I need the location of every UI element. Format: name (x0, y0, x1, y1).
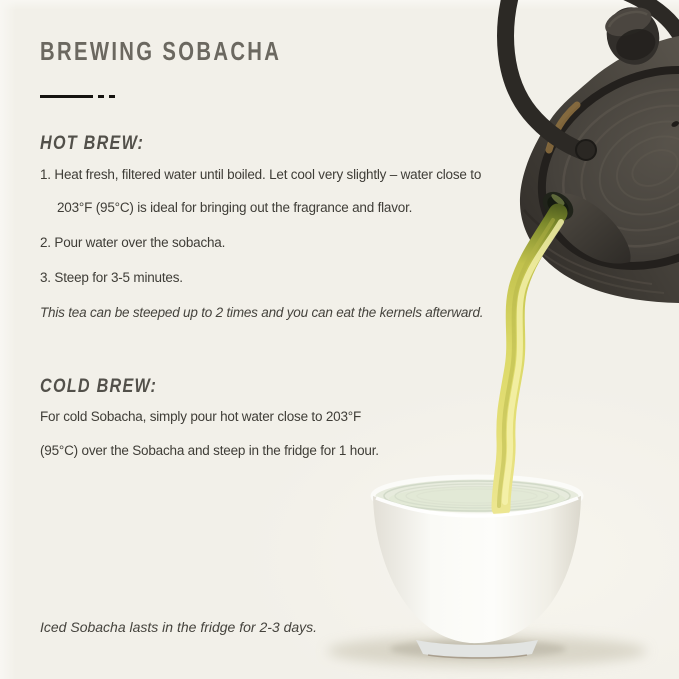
hot-brew-step-2: 2. Pour water over the sobacha. (40, 235, 226, 250)
bowl-body (373, 496, 581, 643)
hot-brew-note: This tea can be steeped up to 2 times and you can eat the kernels afterward. (40, 305, 484, 320)
hot-brew-step-3: 3. Steep for 3-5 minutes. (40, 270, 183, 285)
bowl-illustration (373, 496, 581, 658)
divider-dash (98, 95, 104, 98)
divider-dash (109, 95, 115, 98)
divider-line (40, 95, 93, 98)
footer-note: Iced Sobacha lasts in the fridge for 2-3 days. (40, 619, 318, 635)
title-divider (40, 95, 115, 98)
hot-brew-heading: HOT BREW: (40, 133, 145, 154)
hot-brew-steps (40, 158, 510, 331)
hot-brew-step-1: 1. Heat fresh, filtered water until boiled. Let cool very slightly – water close to 203°F (95°C) is ideal for bringing out the fragrance and flavor. (40, 167, 482, 215)
handle-lug (576, 140, 596, 160)
cold-brew-instructions: For cold Sobacha, simply pour hot water close to 203°F (95°C) over the Sobacha and steep in the fridge for 1 hour. (40, 409, 379, 458)
cold-brew-heading: COLD BREW: (40, 376, 158, 397)
page-title: BREWING SOBACHA (40, 36, 282, 66)
